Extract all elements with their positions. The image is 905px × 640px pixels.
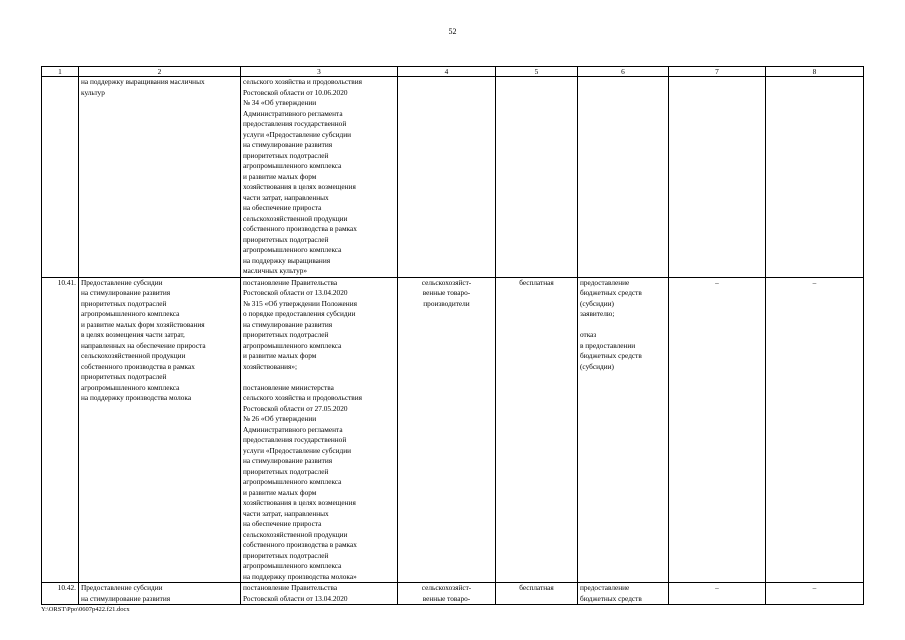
legal-basis-cell xyxy=(241,77,398,278)
text-line: сельского хозяйства и продовольствия xyxy=(243,77,363,86)
text-line: на поддержку выращивания масличных xyxy=(81,77,205,86)
text-line: Ростовской области от 27.05.2020 xyxy=(243,403,348,413)
text-line: № 26 «Об утверждении xyxy=(243,414,317,423)
text-line: агропромышленного комплекса xyxy=(243,245,342,254)
text-line: бюджетных средств xyxy=(580,288,642,297)
text-line: хозяйствования в целях возмещения xyxy=(243,498,356,507)
text-line: культур xyxy=(81,87,105,97)
text-line: агропромышленного комплекса xyxy=(243,340,342,350)
text-line: № 315 «Об утверждении Положения xyxy=(243,298,357,308)
column-header: 4 xyxy=(398,67,496,77)
text-line: заявителю; xyxy=(580,309,615,318)
recipients-cell xyxy=(398,277,496,583)
services-table xyxy=(41,66,864,605)
text-line: венные товаро- xyxy=(422,288,471,297)
text-line: № 34 «Об утверждении xyxy=(243,98,317,107)
text-line: приоритетных подотраслей xyxy=(81,372,167,381)
recipients-cell xyxy=(398,77,496,278)
column-7-cell: – xyxy=(669,277,766,583)
text-line: о порядке предоставления субсидии xyxy=(243,309,356,318)
legal-basis-government-decree xyxy=(243,278,395,373)
column-header: 7 xyxy=(669,67,766,77)
row-number xyxy=(42,77,79,278)
text-line: приоритетных подотраслей xyxy=(243,330,329,339)
text-line: сельскохозяйст- xyxy=(421,277,472,287)
text-line: предоставления государственной xyxy=(243,435,347,444)
text-line: части затрат, направленных xyxy=(243,508,329,518)
text-line: на стимулирование развития xyxy=(81,288,171,297)
file-path-footer: Y:\ORST\Ppo\0607p422.f21.docx xyxy=(41,606,130,613)
text-line: (субсидии) xyxy=(580,298,614,308)
result-cell xyxy=(578,277,669,583)
text-line: агропромышленного комплекса xyxy=(243,477,342,486)
text-line: хозяйствования в целях возмещения xyxy=(243,182,356,191)
text-line: направленных на обеспечение прироста xyxy=(81,340,206,350)
text-line: в целях возмещения части затрат, xyxy=(81,330,185,339)
text-line: венные товаро- xyxy=(422,593,471,603)
text-line: Административного регламента xyxy=(243,424,343,434)
text-line: бюджетных средств xyxy=(580,593,642,603)
column-7-cell: – xyxy=(669,583,766,605)
text-line: приоритетных подотраслей xyxy=(243,466,329,476)
text-line: на стимулирование развития xyxy=(243,319,333,329)
column-header: 8 xyxy=(766,67,864,77)
text-line: на стимулирование развития xyxy=(243,456,333,465)
row-number: 10.41. xyxy=(42,277,79,583)
result-refusal xyxy=(580,330,666,372)
service-name-cell xyxy=(79,583,241,605)
text-line: сельскохозяйственной продукции xyxy=(243,213,348,223)
text-line: агропромышленного комплекса xyxy=(81,309,180,318)
blank-line xyxy=(243,372,395,383)
text-line: части затрат, направленных xyxy=(243,192,329,202)
text-line: агропромышленного комплекса xyxy=(243,561,342,570)
column-8-cell: – xyxy=(766,277,864,583)
legal-basis-ministry-decree xyxy=(243,383,395,583)
text-line: приоритетных подотраслей xyxy=(243,234,329,244)
row-number: 10.42. xyxy=(42,583,79,605)
text-line: Предоставление субсидии xyxy=(81,583,163,592)
text-line: сельскохозяйст- xyxy=(421,583,472,592)
text-line: Ростовской области от 13.04.2020 xyxy=(243,593,348,603)
text-line: производители xyxy=(423,298,470,308)
text-line: сельского хозяйства и продовольствия xyxy=(243,393,363,402)
fee-cell xyxy=(496,77,578,278)
service-name-cell xyxy=(79,77,241,278)
text-line: собственного производства в рамках xyxy=(243,224,357,233)
text-line: на обеспечение прироста xyxy=(243,519,322,528)
table-header-row xyxy=(42,67,864,77)
text-line: собственного производства в рамках xyxy=(81,361,195,371)
text-line: на поддержку производства молока xyxy=(81,393,192,402)
text-line: предоставление xyxy=(580,583,630,592)
text-line: и развитие малых форм хозяйствования xyxy=(81,319,205,329)
text-line: на поддержку выращивания xyxy=(243,255,331,265)
text-line: постановление Правительства xyxy=(243,583,338,592)
text-line: и развитие малых форм xyxy=(243,171,317,181)
text-line: и развитие малых форм xyxy=(243,487,317,497)
text-line: и развитие малых форм xyxy=(243,351,317,360)
result-grant xyxy=(580,278,666,320)
blank-line xyxy=(580,320,666,331)
text-line: Ростовской области от 13.04.2020 xyxy=(243,288,348,297)
text-line: Административного регламента xyxy=(243,108,343,118)
text-line: приоритетных подотраслей xyxy=(81,298,167,308)
text-line: сельскохозяйственной продукции xyxy=(243,529,348,539)
text-line: постановление министерства xyxy=(243,382,334,392)
text-line: сельскохозяйственной продукции xyxy=(81,351,186,360)
text-line: агропромышленного комплекса xyxy=(243,161,342,170)
column-header: 5 xyxy=(496,67,578,77)
result-cell xyxy=(578,77,669,278)
text-line: бюджетных средств xyxy=(580,351,642,360)
column-header: 2 xyxy=(79,67,241,77)
column-header: 3 xyxy=(241,67,398,77)
fee-cell: бесплатная xyxy=(496,277,578,583)
table-row xyxy=(42,583,864,605)
service-name-cell xyxy=(79,277,241,583)
text-line: отказ xyxy=(580,330,597,339)
text-line: на обеспечение прироста xyxy=(243,203,322,212)
text-line: услуги «Предоставление субсидии xyxy=(243,445,352,455)
text-line: (субсидии) xyxy=(580,361,614,371)
column-header: 1 xyxy=(42,67,79,77)
fee-cell: бесплатная xyxy=(496,583,578,605)
text-line: услуги «Предоставление субсидии xyxy=(243,129,352,139)
page-number: 52 xyxy=(448,27,457,36)
recipients-cell xyxy=(398,583,496,605)
column-7-cell xyxy=(669,77,766,278)
text-line: масличных культур» xyxy=(243,266,308,275)
text-line: предоставления государственной xyxy=(243,119,347,128)
text-line: собственного производства в рамках xyxy=(243,540,357,549)
text-line: Предоставление субсидии xyxy=(81,277,163,287)
legal-basis-cell xyxy=(241,583,398,605)
text-line: постановление Правительства xyxy=(243,277,338,287)
text-line: на стимулирование развития xyxy=(243,140,333,149)
text-line: на стимулирование развития xyxy=(81,593,171,603)
result-cell xyxy=(578,583,669,605)
column-header: 6 xyxy=(578,67,669,77)
table-row xyxy=(42,277,864,583)
column-8-cell: – xyxy=(766,583,864,605)
text-line: предоставление xyxy=(580,277,630,287)
table-row-continuation xyxy=(42,77,864,278)
text-line: Ростовской области от 10.06.2020 xyxy=(243,87,348,97)
text-line: хозяйствования»; xyxy=(243,361,298,371)
column-8-cell xyxy=(766,77,864,278)
legal-basis-cell xyxy=(241,277,398,583)
text-line: агропромышленного комплекса xyxy=(81,382,180,392)
text-line: приоритетных подотраслей xyxy=(243,150,329,160)
text-line: на поддержку производства молока» xyxy=(243,571,357,581)
text-line: приоритетных подотраслей xyxy=(243,550,329,560)
text-line: в предоставлении xyxy=(580,340,636,350)
